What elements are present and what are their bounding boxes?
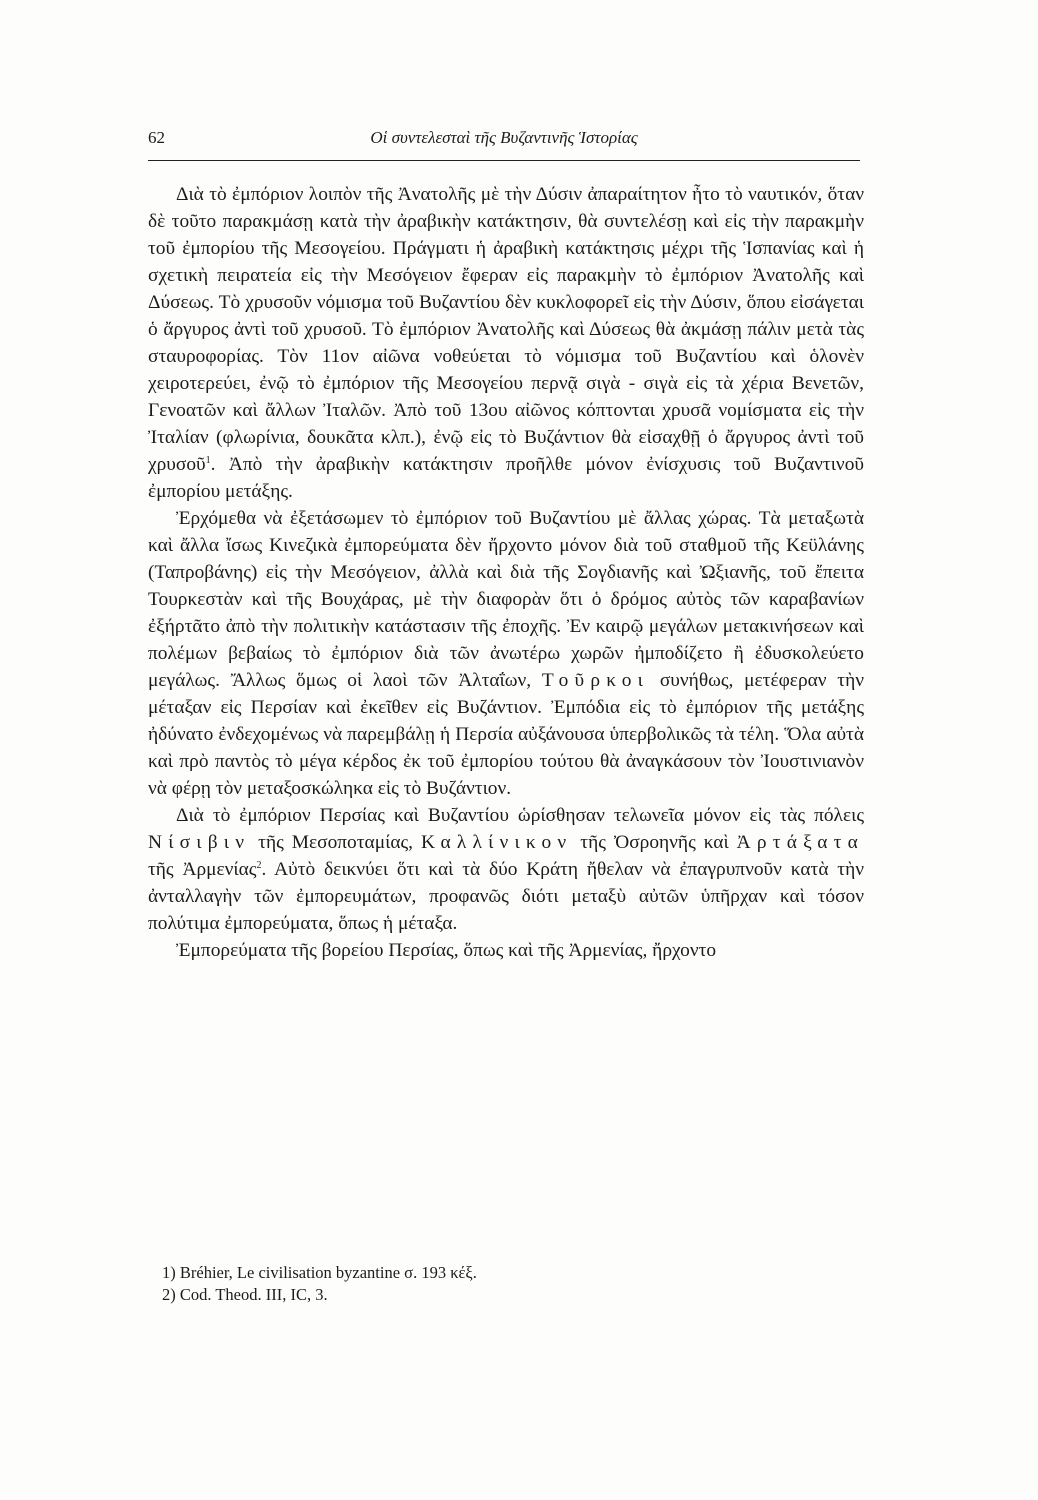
spaced-word: Νίσιβιν — [148, 832, 251, 853]
spaced-word: Καλλίνικον — [420, 832, 573, 853]
spaced-word: Ἀρτάξατα — [736, 832, 864, 853]
header-rule — [148, 160, 860, 161]
footnote-ref-1: 1 — [205, 455, 211, 466]
paragraph-4: Ἐμπορεύματα τῆς βορείου Περσίας, ὅπως καὶ τῆς Ἀρμενίας, ἤρχοντο — [176, 940, 717, 961]
paragraph-3: Διὰ τὸ ἐμπόριον Περσίας καὶ Βυζαντίου ὡρίσθησαν τελωνεῖα μόνον εἰς τὰς πόλεις Νίσιβιν τῆς Μεσοποταμίας, Καλλίνικον τῆς Ὀσροηνῆς καὶ Ἀρτάξατα τῆς Ἀρμενίας$^2$. Αὐτὸ δεικνύει ὅτι καὶ τὰ δύο Κράτη ἤθελαν νὰ ἐπαγρυπνοῦν κατὰ τὴν ἀνταλλαγὴν τῶν ἐμπορευμάτων, προφανῶς διότι μεταξὺ αὐτῶν ὑπῆρχαν καὶ τόσον πολύτιμα ἐμπορεύματα, ὅπως ἡ μέταξα. — [148, 805, 865, 934]
paragraph-2: Ἐρχόμεθα νὰ ἐξετάσωμεν τὸ ἐμπόριον τοῦ Βυζαντίου μὲ ἄλλας χώρας. Τὰ μεταξωτὰ καὶ ἄλλα ἴσως Κινεζικὰ ἐμπορεύματα δὲν ἤρχοντο μόνον διὰ τοῦ σταθμοῦ τῆς Κεϋλάνης (Ταπροβάνης) εἰς τὴν Μεσόγειον, ἀλλὰ καὶ διὰ τῆς Σογδιανῆς καὶ Ὠξιανῆς, τοῦ ἔπειτα Τουρκεστὰν καὶ τῆς Βουχάρας, μὲ τὴν διαφορὰν ὅτι ὁ δρόμος αὐτὸς τῶν καραβανίων ἐξήρτᾶτο ἀπὸ τὴν πολιτικὴν κατάστασιν τῆς ἐποχῆς. Ἐν καιρῷ μεγάλων μετακινήσεων καὶ πολέμων βεβαίως τὸ ἐμπόριον διὰ τῶν ἀνωτέρω χωρῶν ἠμποδίζετο ἢ ἐδυσκολεύετο μεγάλως. Ἄλλως ὅμως οἱ λαοὶ τῶν Ἀλταΐων, Τοῦρκοι συνήθως, μετέφεραν τὴν μέταξαν εἰς Περσίαν καὶ ἐκεῖθεν εἰς Βυζάντιον. Ἐμπόδια εἰς τὸ ἐμπόριον τῆς μετάξης ἠδύνατο ἐνδεχομένως νὰ παρεμβάλῃ ἡ Περσία αὐξάνουσα ὑπερβολικῶς τὰ τέλη. Ὅλα αὐτὰ καὶ πρὸ παντὸς τὸ μέγα κέρδος ἐκ τοῦ ἐμπορίου τούτου θὰ ἀναγκάσουν τὸν Ἰουστινιανὸν νὰ φέρῃ τὸν μεταξοσκώληκα εἰς τὸ Βυζάντιον. — [148, 508, 864, 799]
footnotes — [162, 1262, 862, 1306]
running-title: Οἱ συντελεσταὶ τῆς Βυζαντινῆς Ἱστορίας — [370, 128, 638, 147]
page-header — [148, 128, 860, 158]
footnote-ref-2: 2 — [256, 860, 262, 871]
footnote-2: 2) Cod. Theod. III, IC, 3. — [162, 1285, 328, 1304]
body-text — [148, 181, 864, 964]
footnote-1: 1) Bréhier, Le civilisation byzantine σ. 193 κέξ. — [162, 1263, 477, 1282]
spaced-word: Τοῦρκοι — [541, 670, 650, 691]
page-number: 62 — [148, 128, 165, 147]
paragraph-1: Διὰ τὸ ἐμπόριον λοιπὸν τῆς Ἀνατολῆς μὲ τὴν Δύσιν ἀπαραίτητον ἦτο τὸ ναυτικόν, ὅταν δὲ τοῦτο παρακμάσῃ κατὰ τὴν ἀραβικὴν κατάκτησιν, θὰ συντελέσῃ καὶ εἰς τὴν παρακμὴν τοῦ ἐμπορίου τῆς Μεσογείου. Πράγματι ἡ ἀραβικὴ κατάκτησις μέχρι τῆς Ἱσπανίας καὶ ἡ σχετικὴ πειρατεία εἰς τὴν Μεσόγειον ἔφεραν εἰς παρακμὴν τὸ ἐμπόριον Ἀνατολῆς καὶ Δύσεως. Τὸ χρυσοῦν νόμισμα τοῦ Βυζαντίου δὲν κυκλοφορεῖ εἰς τὴν Δύσιν, ὅπου εἰσάγεται ὁ ἄργυρος ἀντὶ τοῦ χρυσοῦ. Τὸ ἐμπόριον Ἀνατολῆς καὶ Δύσεως θὰ ἀκμάσῃ πάλιν μετὰ τὰς σταυροφορίας. Τὸν 11ον αἰῶνα νοθεύεται τὸ νόμισμα τοῦ Βυζαντίου καὶ ὁλονὲν χειροτερεύει, ἐνῷ τὸ ἐμπόριον τῆς Μεσογείου περνᾷ σιγὰ - σιγὰ εἰς τὰ χέρια Βενετῶν, Γενοατῶν καὶ ἄλλων Ἰταλῶν. Ἀπὸ τοῦ 13ου αἰῶνος κόπτονται χρυσᾶ νομίσματα εἰς τὴν Ἰταλίαν (φλωρίνια, δουκᾶτα κλπ.), ἐνῷ εἰς τὸ Βυζάντιον θὰ εἰσαχθῇ ὁ ἄργυρος ἀντὶ τοῦ χρυσοῦ$^1$. Ἀπὸ τὴν ἀραβικὴν κατάκτησιν προῆλθε μόνον ἐνίσχυσις τοῦ Βυζαντινοῦ ἐμπορίου μετάξης. — [148, 184, 864, 502]
